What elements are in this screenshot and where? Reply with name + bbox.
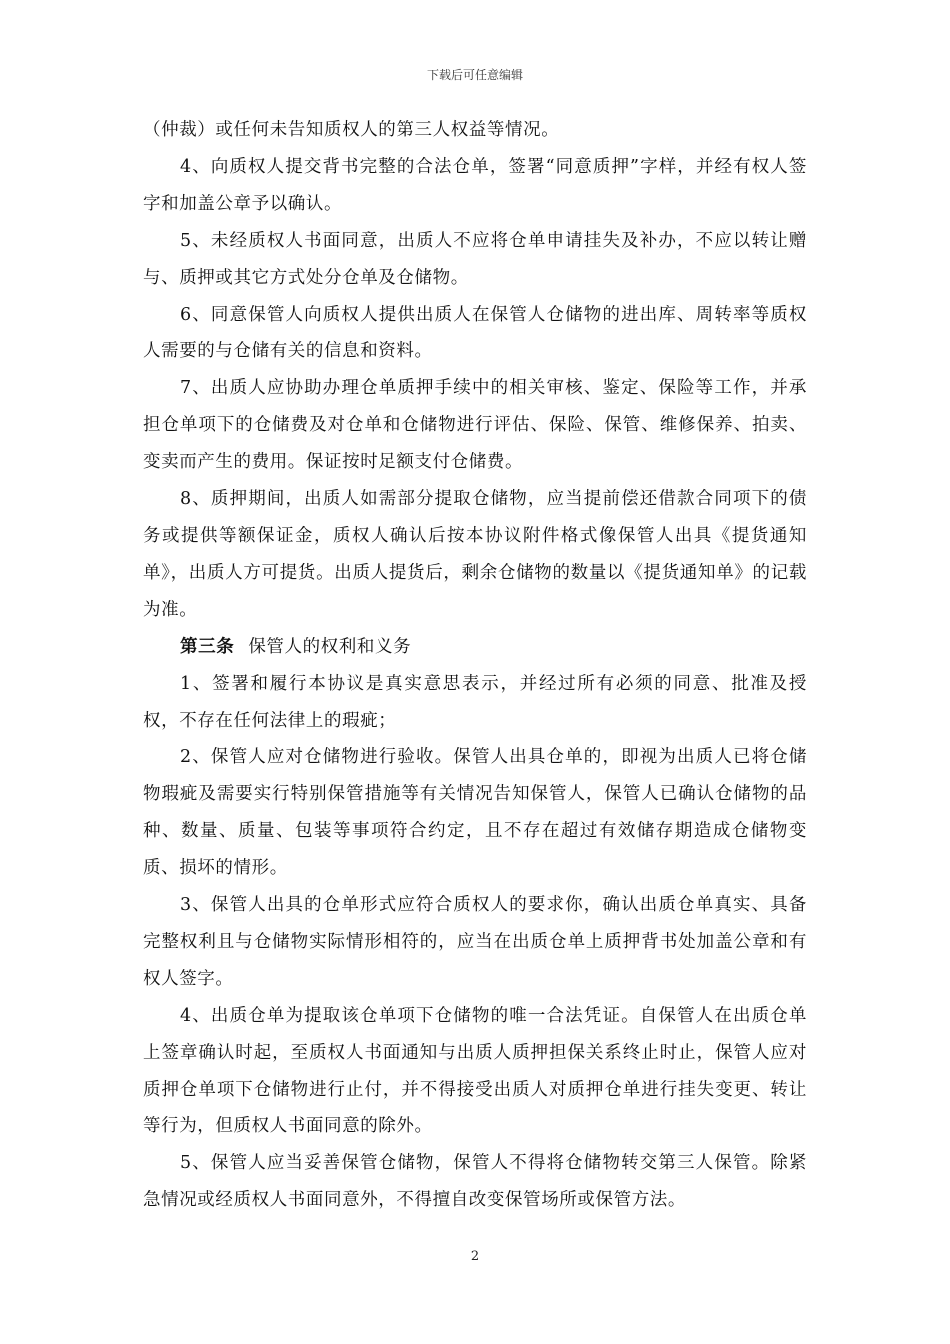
article-item-1: 1、签署和履行本协议是真实意思表示，并经过所有必须的同意、批准及授权，不存在任何法律上的瑕疵； — [143, 673, 807, 731]
paragraph-item-5: 5、未经质权人书面同意，出质人不应将仓单申请挂失及补办，不应以转让赠与、质押或其它方式处分仓单及仓储物。 — [143, 230, 807, 288]
article-item-5: 5、保管人应当妥善保管仓储物，保管人不得将仓储物转交第三人保管。除紧急情况或经质权人书面同意外，不得擅自改变保管场所或保管方法。 — [143, 1153, 807, 1211]
document-body — [143, 112, 807, 1219]
paragraph-item-8: 8、质押期间，出质人如需部分提取仓储物，应当提前偿还借款合同项下的债务或提供等额保证金，质权人确认后按本协议附件格式像保管人出具《提货通知单》，出质人方可提货。出质人提货后，剩余仓储物的数量以《提货通知单》的记载为准。 — [143, 489, 807, 620]
paragraph-continuation: （仲裁）或任何未告知质权人的第三人权益等情况。 — [143, 120, 560, 140]
paragraph-item-4: 4、向质权人提交背书完整的合法仓单，签署“同意质押”字样，并经有权人签字和加盖公章予以确认。 — [143, 156, 807, 214]
paragraph-item-7: 7、出质人应协助办理仓单质押手续中的相关审核、鉴定、保险等工作，并承担仓单项下的仓储费及对仓单和仓储物进行评估、保险、保管、维修保养、拍卖、变卖而产生的费用。保证按时足额支付仓储费。 — [143, 378, 807, 473]
page-header: 下载后可任意编辑 — [426, 68, 523, 82]
article-item-3: 3、保管人出具的仓单形式应符合质权人的要求你，确认出质仓单真实、具备完整权利且与仓储物实际情形相符的，应当在出质仓单上质押背书处加盖公章和有权人签字。 — [143, 895, 807, 989]
article-item-2: 2、保管人应对仓储物进行验收。保管人出具仓单的，即视为出质人已将仓储物瑕疵及需要实行特别保管措施等有关情况告知保管人，保管人已确认仓储物的品种、数量、质量、包装等事项符合约定，且不存在超过有效储存期造成仓储物变质、损坏的情形。 — [143, 747, 807, 879]
article-heading — [143, 629, 807, 666]
page-number: 2 — [470, 1249, 480, 1264]
paragraph-item-6: 6、同意保管人向质权人提供出质人在保管人仓储物的进出库、周转率等质权人需要的与仓储有关的信息和资料。 — [143, 304, 807, 362]
article-title: 保管人的权利和义务 — [248, 636, 412, 657]
article-item-4: 4、出质仓单为提取该仓单项下仓储物的唯一合法凭证。自保管人在出质仓单上签章确认时起，至质权人书面通知与出质人质押担保关系终止时止，保管人应对质押仓单项下仓储物进行止付，并不得接受出质人对质押仓单进行挂失变更、转让等行为，但质权人书面同意的除外。 — [143, 1005, 807, 1137]
article-number: 第三条 — [180, 636, 235, 657]
